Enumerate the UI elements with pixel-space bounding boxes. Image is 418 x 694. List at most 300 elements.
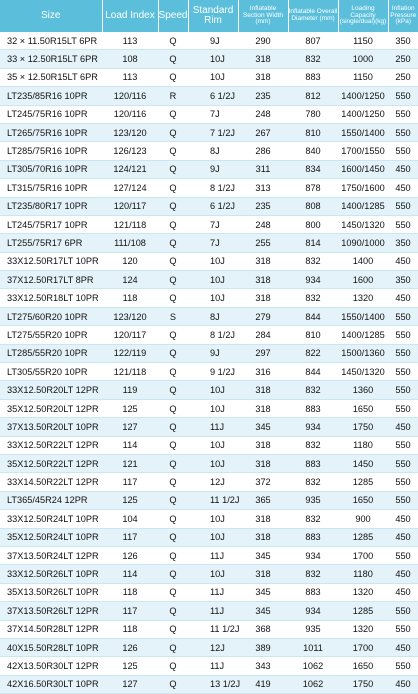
load-index-cell: 120/116 bbox=[102, 105, 158, 123]
inflation-pressure-cell: 550 bbox=[388, 473, 418, 491]
size-cell: LT265/75R16 10PR bbox=[0, 123, 102, 141]
size-cell: LT255/75R17 6PR bbox=[0, 234, 102, 252]
section-width-cell: 372 bbox=[238, 473, 288, 491]
section-width-cell: 235 bbox=[238, 197, 288, 215]
standard-rim-cell: 7J bbox=[188, 105, 238, 123]
loading-capacity-cell: 1400 bbox=[338, 252, 388, 270]
column-header-section-width: Inflatable Section Width (mm) bbox=[238, 0, 288, 32]
section-width-cell: 345 bbox=[238, 418, 288, 436]
size-cell: 33X12.50R26LT 10PR bbox=[0, 565, 102, 583]
standard-rim-cell: 10J bbox=[188, 381, 238, 399]
table-row bbox=[0, 215, 418, 233]
table-row bbox=[0, 289, 418, 307]
standard-rim-cell: 10J bbox=[188, 436, 238, 454]
speed-cell: Q bbox=[158, 436, 188, 454]
overall-diameter-cell: 844 bbox=[288, 307, 338, 325]
header-row bbox=[0, 0, 418, 32]
overall-diameter-cell: 934 bbox=[288, 271, 338, 289]
loading-capacity-cell: 1400/1250 bbox=[338, 105, 388, 123]
overall-diameter-cell: 780 bbox=[288, 105, 338, 123]
speed-cell: Q bbox=[158, 50, 188, 68]
speed-cell: S bbox=[158, 307, 188, 325]
standard-rim-cell: 8 1/2J bbox=[188, 179, 238, 197]
load-index-cell: 126/123 bbox=[102, 142, 158, 160]
overall-diameter-cell: 810 bbox=[288, 326, 338, 344]
table-row bbox=[0, 179, 418, 197]
inflation-pressure-cell: 450 bbox=[388, 510, 418, 528]
section-width-cell: 365 bbox=[238, 491, 288, 509]
section-width-cell: 318 bbox=[238, 381, 288, 399]
size-cell: 35X12.50R20LT 12PR bbox=[0, 399, 102, 417]
speed-cell: Q bbox=[158, 565, 188, 583]
size-cell: LT305/55R20 10PR bbox=[0, 363, 102, 381]
section-width-cell: 284 bbox=[238, 326, 288, 344]
section-width-cell: 286 bbox=[238, 142, 288, 160]
size-cell: 35 × 12.50R15LT 6PR bbox=[0, 68, 102, 86]
table-row bbox=[0, 234, 418, 252]
speed-cell: Q bbox=[158, 105, 188, 123]
section-width-cell: 316 bbox=[238, 363, 288, 381]
load-index-cell: 104 bbox=[102, 510, 158, 528]
section-width-cell: 343 bbox=[238, 657, 288, 675]
size-cell: 37X12.50R17LT 8PR bbox=[0, 271, 102, 289]
loading-capacity-cell: 1550/1400 bbox=[338, 307, 388, 325]
load-index-cell: 121/118 bbox=[102, 215, 158, 233]
table-row bbox=[0, 381, 418, 399]
speed-cell: Q bbox=[158, 638, 188, 656]
standard-rim-cell: 10J bbox=[188, 399, 238, 417]
standard-rim-cell: 6 1/2J bbox=[188, 87, 238, 105]
speed-cell: Q bbox=[158, 142, 188, 160]
section-width-cell: 297 bbox=[238, 344, 288, 362]
size-cell: 37X13.50R20LT 10PR bbox=[0, 418, 102, 436]
overall-diameter-cell: 807 bbox=[288, 32, 338, 50]
inflation-pressure-cell: 450 bbox=[388, 179, 418, 197]
size-cell: LT235/80R17 10PR bbox=[0, 197, 102, 215]
speed-cell: Q bbox=[158, 657, 188, 675]
section-width-cell: 311 bbox=[238, 160, 288, 178]
load-index-cell: 114 bbox=[102, 436, 158, 454]
size-cell: 42X16.50R30LT 10PR bbox=[0, 675, 102, 693]
table-row bbox=[0, 620, 418, 638]
table-row bbox=[0, 510, 418, 528]
loading-capacity-cell: 1400/1285 bbox=[338, 197, 388, 215]
table-row bbox=[0, 344, 418, 362]
size-cell: 37X13.50R26LT 12PR bbox=[0, 602, 102, 620]
loading-capacity-cell: 1450 bbox=[338, 454, 388, 472]
section-width-cell: 255 bbox=[238, 234, 288, 252]
table-row bbox=[0, 271, 418, 289]
size-cell: 37X14.50R28LT 12PR bbox=[0, 620, 102, 638]
loading-capacity-cell: 1450/1320 bbox=[338, 363, 388, 381]
loading-capacity-cell: 1650 bbox=[338, 657, 388, 675]
overall-diameter-cell: 934 bbox=[288, 546, 338, 564]
table-header bbox=[0, 0, 418, 32]
load-index-cell: 120/116 bbox=[102, 87, 158, 105]
standard-rim-cell: 13 1/2J bbox=[188, 675, 238, 693]
standard-rim-cell: 10J bbox=[188, 565, 238, 583]
standard-rim-cell: 9J bbox=[188, 160, 238, 178]
inflation-pressure-cell: 450 bbox=[388, 565, 418, 583]
inflation-pressure-cell: 550 bbox=[388, 326, 418, 344]
table-row bbox=[0, 252, 418, 270]
inflation-pressure-cell: 550 bbox=[388, 363, 418, 381]
table-row bbox=[0, 142, 418, 160]
inflation-pressure-cell: 450 bbox=[388, 418, 418, 436]
inflation-pressure-cell: 550 bbox=[388, 381, 418, 399]
overall-diameter-cell: 883 bbox=[288, 583, 338, 601]
load-index-cell: 118 bbox=[102, 583, 158, 601]
table-row bbox=[0, 50, 418, 68]
size-cell: 33X12.50R22LT 12PR bbox=[0, 436, 102, 454]
inflation-pressure-cell: 550 bbox=[388, 344, 418, 362]
inflation-pressure-cell: 450 bbox=[388, 675, 418, 693]
size-cell: LT315/75R16 10PR bbox=[0, 179, 102, 197]
speed-cell: Q bbox=[158, 197, 188, 215]
loading-capacity-cell: 1750/1600 bbox=[338, 179, 388, 197]
standard-rim-cell: 8J bbox=[188, 307, 238, 325]
inflation-pressure-cell: 550 bbox=[388, 436, 418, 454]
loading-capacity-cell: 1550/1400 bbox=[338, 123, 388, 141]
overall-diameter-cell: 832 bbox=[288, 436, 338, 454]
load-index-cell: 120/117 bbox=[102, 197, 158, 215]
speed-cell: Q bbox=[158, 160, 188, 178]
load-index-cell: 122/119 bbox=[102, 344, 158, 362]
standard-rim-cell: 8 1/2J bbox=[188, 326, 238, 344]
standard-rim-cell: 7 1/2J bbox=[188, 123, 238, 141]
standard-rim-cell: 11J bbox=[188, 602, 238, 620]
load-index-cell: 125 bbox=[102, 491, 158, 509]
overall-diameter-cell: 883 bbox=[288, 399, 338, 417]
loading-capacity-cell: 1700 bbox=[338, 546, 388, 564]
standard-rim-cell: 10J bbox=[188, 289, 238, 307]
inflation-pressure-cell: 450 bbox=[388, 583, 418, 601]
speed-cell: Q bbox=[158, 491, 188, 509]
standard-rim-cell: 9J bbox=[188, 344, 238, 362]
overall-diameter-cell: 934 bbox=[288, 418, 338, 436]
table-body bbox=[0, 32, 418, 694]
loading-capacity-cell: 1650 bbox=[338, 399, 388, 417]
loading-capacity-cell: 1450/1320 bbox=[338, 215, 388, 233]
section-width-cell: 318 bbox=[238, 68, 288, 86]
loading-capacity-cell: 1180 bbox=[338, 436, 388, 454]
size-cell: 33 × 12.50R15LT 6PR bbox=[0, 50, 102, 68]
speed-cell: Q bbox=[158, 602, 188, 620]
inflation-pressure-cell: 550 bbox=[388, 105, 418, 123]
section-width-cell: 267 bbox=[238, 123, 288, 141]
table-row bbox=[0, 528, 418, 546]
table-row bbox=[0, 657, 418, 675]
loading-capacity-cell: 1700 bbox=[338, 638, 388, 656]
section-width-cell: 318 bbox=[238, 454, 288, 472]
overall-diameter-cell: 883 bbox=[288, 68, 338, 86]
standard-rim-cell: 6 1/2J bbox=[188, 197, 238, 215]
load-index-cell: 120/117 bbox=[102, 326, 158, 344]
overall-diameter-cell: 822 bbox=[288, 344, 338, 362]
inflation-pressure-cell: 550 bbox=[388, 123, 418, 141]
table-row bbox=[0, 326, 418, 344]
overall-diameter-cell: 934 bbox=[288, 602, 338, 620]
standard-rim-cell: 10J bbox=[188, 454, 238, 472]
size-cell: LT275/55R20 10PR bbox=[0, 326, 102, 344]
size-cell: 40X15.50R28LT 10PR bbox=[0, 638, 102, 656]
overall-diameter-cell: 832 bbox=[288, 252, 338, 270]
table-row bbox=[0, 399, 418, 417]
inflation-pressure-cell: 550 bbox=[388, 87, 418, 105]
standard-rim-cell: 10J bbox=[188, 50, 238, 68]
speed-cell: Q bbox=[158, 179, 188, 197]
inflation-pressure-cell: 350 bbox=[388, 32, 418, 50]
load-index-cell: 117 bbox=[102, 473, 158, 491]
table-row bbox=[0, 491, 418, 509]
size-cell: LT285/75R16 10PR bbox=[0, 142, 102, 160]
overall-diameter-cell: 808 bbox=[288, 197, 338, 215]
overall-diameter-cell: 935 bbox=[288, 620, 338, 638]
speed-cell: Q bbox=[158, 675, 188, 693]
load-index-cell: 126 bbox=[102, 638, 158, 656]
speed-cell: Q bbox=[158, 583, 188, 601]
section-width-cell: 368 bbox=[238, 620, 288, 638]
overall-diameter-cell: 832 bbox=[288, 289, 338, 307]
section-width-cell: 318 bbox=[238, 252, 288, 270]
load-index-cell: 121/118 bbox=[102, 363, 158, 381]
load-index-cell: 117 bbox=[102, 528, 158, 546]
column-header-size: Size bbox=[0, 0, 102, 32]
loading-capacity-cell: 1150 bbox=[338, 68, 388, 86]
load-index-cell: 125 bbox=[102, 657, 158, 675]
size-cell: LT285/55R20 10PR bbox=[0, 344, 102, 362]
speed-cell: Q bbox=[158, 381, 188, 399]
speed-cell: Q bbox=[158, 418, 188, 436]
loading-capacity-cell: 900 bbox=[338, 510, 388, 528]
load-index-cell: 127 bbox=[102, 418, 158, 436]
loading-capacity-cell: 1700/1550 bbox=[338, 142, 388, 160]
size-cell: 33X12.50R24LT 10PR bbox=[0, 510, 102, 528]
table-row bbox=[0, 307, 418, 325]
overall-diameter-cell: 844 bbox=[288, 363, 338, 381]
inflation-pressure-cell: 550 bbox=[388, 197, 418, 215]
loading-capacity-cell: 1285 bbox=[338, 473, 388, 491]
section-width-cell: 318 bbox=[238, 510, 288, 528]
speed-cell: Q bbox=[158, 363, 188, 381]
inflation-pressure-cell: 550 bbox=[388, 142, 418, 160]
standard-rim-cell: 11 1/2J bbox=[188, 491, 238, 509]
overall-diameter-cell: 832 bbox=[288, 510, 338, 528]
table-row bbox=[0, 473, 418, 491]
loading-capacity-cell: 1000 bbox=[338, 50, 388, 68]
load-index-cell: 118 bbox=[102, 620, 158, 638]
table-row bbox=[0, 87, 418, 105]
size-cell: 33X12.50R17LT 10PR bbox=[0, 252, 102, 270]
speed-cell: Q bbox=[158, 620, 188, 638]
section-width-cell: 279 bbox=[238, 307, 288, 325]
standard-rim-cell: 10J bbox=[188, 252, 238, 270]
inflation-pressure-cell: 450 bbox=[388, 638, 418, 656]
size-cell: LT245/75R16 10PR bbox=[0, 105, 102, 123]
speed-cell: Q bbox=[158, 399, 188, 417]
table-row bbox=[0, 123, 418, 141]
size-cell: LT245/75R17 10PR bbox=[0, 215, 102, 233]
loading-capacity-cell: 1360 bbox=[338, 381, 388, 399]
standard-rim-cell: 10J bbox=[188, 271, 238, 289]
overall-diameter-cell: 840 bbox=[288, 142, 338, 160]
table-row bbox=[0, 363, 418, 381]
inflation-pressure-cell: 450 bbox=[388, 289, 418, 307]
speed-cell: Q bbox=[158, 123, 188, 141]
standard-rim-cell: 12J bbox=[188, 638, 238, 656]
section-width-cell: 290 bbox=[238, 32, 288, 50]
table-row bbox=[0, 602, 418, 620]
load-index-cell: 111/108 bbox=[102, 234, 158, 252]
table-row bbox=[0, 68, 418, 86]
load-index-cell: 117 bbox=[102, 602, 158, 620]
section-width-cell: 345 bbox=[238, 583, 288, 601]
load-index-cell: 126 bbox=[102, 546, 158, 564]
size-cell: 37X13.50R24LT 12PR bbox=[0, 546, 102, 564]
section-width-cell: 318 bbox=[238, 436, 288, 454]
overall-diameter-cell: 814 bbox=[288, 234, 338, 252]
inflation-pressure-cell: 550 bbox=[388, 546, 418, 564]
inflation-pressure-cell: 450 bbox=[388, 252, 418, 270]
load-index-cell: 127/124 bbox=[102, 179, 158, 197]
loading-capacity-cell: 1650 bbox=[338, 491, 388, 509]
loading-capacity-cell: 1285 bbox=[338, 528, 388, 546]
inflation-pressure-cell: 550 bbox=[388, 307, 418, 325]
standard-rim-cell: 11J bbox=[188, 546, 238, 564]
inflation-pressure-cell: 250 bbox=[388, 50, 418, 68]
table-row bbox=[0, 105, 418, 123]
loading-capacity-cell: 1500/1360 bbox=[338, 344, 388, 362]
table-row bbox=[0, 583, 418, 601]
column-header-load-index: Load Index bbox=[102, 0, 158, 32]
load-index-cell: 123/120 bbox=[102, 307, 158, 325]
size-cell: 35X12.50R24LT 10PR bbox=[0, 528, 102, 546]
load-index-cell: 119 bbox=[102, 381, 158, 399]
load-index-cell: 113 bbox=[102, 32, 158, 50]
inflation-pressure-cell: 550 bbox=[388, 454, 418, 472]
section-width-cell: 318 bbox=[238, 289, 288, 307]
standard-rim-cell: 11J bbox=[188, 583, 238, 601]
loading-capacity-cell: 1400/1250 bbox=[338, 87, 388, 105]
inflation-pressure-cell: 550 bbox=[388, 491, 418, 509]
overall-diameter-cell: 883 bbox=[288, 454, 338, 472]
load-index-cell: 113 bbox=[102, 68, 158, 86]
size-cell: 32 × 11.50R15LT 6PR bbox=[0, 32, 102, 50]
overall-diameter-cell: 1062 bbox=[288, 657, 338, 675]
overall-diameter-cell: 832 bbox=[288, 381, 338, 399]
loading-capacity-cell: 1180 bbox=[338, 565, 388, 583]
speed-cell: Q bbox=[158, 510, 188, 528]
section-width-cell: 248 bbox=[238, 215, 288, 233]
inflation-pressure-cell: 550 bbox=[388, 399, 418, 417]
loading-capacity-cell: 1320 bbox=[338, 583, 388, 601]
load-index-cell: 124 bbox=[102, 271, 158, 289]
standard-rim-cell: 11 1/2J bbox=[188, 620, 238, 638]
standard-rim-cell: 11J bbox=[188, 657, 238, 675]
overall-diameter-cell: 1011 bbox=[288, 638, 338, 656]
standard-rim-cell: 7J bbox=[188, 215, 238, 233]
overall-diameter-cell: 812 bbox=[288, 87, 338, 105]
inflation-pressure-cell: 450 bbox=[388, 160, 418, 178]
table-row bbox=[0, 418, 418, 436]
speed-cell: Q bbox=[158, 68, 188, 86]
speed-cell: Q bbox=[158, 271, 188, 289]
overall-diameter-cell: 878 bbox=[288, 179, 338, 197]
speed-cell: R bbox=[158, 87, 188, 105]
overall-diameter-cell: 834 bbox=[288, 160, 338, 178]
speed-cell: Q bbox=[158, 546, 188, 564]
load-index-cell: 125 bbox=[102, 399, 158, 417]
speed-cell: Q bbox=[158, 32, 188, 50]
speed-cell: Q bbox=[158, 252, 188, 270]
loading-capacity-cell: 1600/1450 bbox=[338, 160, 388, 178]
section-width-cell: 318 bbox=[238, 399, 288, 417]
column-header-inflation-pressure: Inflation Pressure (kPa) bbox=[388, 0, 418, 32]
inflation-pressure-cell: 550 bbox=[388, 620, 418, 638]
inflation-pressure-cell: 550 bbox=[388, 657, 418, 675]
overall-diameter-cell: 935 bbox=[288, 491, 338, 509]
section-width-cell: 419 bbox=[238, 675, 288, 693]
speed-cell: Q bbox=[158, 215, 188, 233]
load-index-cell: 124/121 bbox=[102, 160, 158, 178]
section-width-cell: 318 bbox=[238, 271, 288, 289]
table-row bbox=[0, 565, 418, 583]
load-index-cell: 121 bbox=[102, 454, 158, 472]
loading-capacity-cell: 1750 bbox=[338, 675, 388, 693]
load-index-cell: 108 bbox=[102, 50, 158, 68]
table-row bbox=[0, 638, 418, 656]
section-width-cell: 313 bbox=[238, 179, 288, 197]
inflation-pressure-cell: 350 bbox=[388, 271, 418, 289]
load-index-cell: 114 bbox=[102, 565, 158, 583]
load-index-cell: 127 bbox=[102, 675, 158, 693]
standard-rim-cell: 7J bbox=[188, 234, 238, 252]
speed-cell: Q bbox=[158, 473, 188, 491]
inflation-pressure-cell: 550 bbox=[388, 602, 418, 620]
size-cell: 35X12.50R22LT 12PR bbox=[0, 454, 102, 472]
overall-diameter-cell: 810 bbox=[288, 123, 338, 141]
table-row bbox=[0, 160, 418, 178]
size-cell: 42X13.50R30LT 12PR bbox=[0, 657, 102, 675]
overall-diameter-cell: 832 bbox=[288, 473, 338, 491]
size-cell: LT365/45R24 12PR bbox=[0, 491, 102, 509]
overall-diameter-cell: 800 bbox=[288, 215, 338, 233]
size-cell: 35X13.50R26LT 10PR bbox=[0, 583, 102, 601]
section-width-cell: 248 bbox=[238, 105, 288, 123]
standard-rim-cell: 9 1/2J bbox=[188, 363, 238, 381]
table-row bbox=[0, 436, 418, 454]
column-header-standard-rim: Standard Rim bbox=[188, 0, 238, 32]
section-width-cell: 345 bbox=[238, 602, 288, 620]
speed-cell: Q bbox=[158, 454, 188, 472]
section-width-cell: 318 bbox=[238, 50, 288, 68]
table-row bbox=[0, 454, 418, 472]
size-cell: 33X14.50R22LT 12PR bbox=[0, 473, 102, 491]
standard-rim-cell: 8J bbox=[188, 142, 238, 160]
speed-cell: Q bbox=[158, 326, 188, 344]
column-header-speed: Speed bbox=[158, 0, 188, 32]
standard-rim-cell: 10J bbox=[188, 68, 238, 86]
section-width-cell: 318 bbox=[238, 528, 288, 546]
overall-diameter-cell: 883 bbox=[288, 528, 338, 546]
loading-capacity-cell: 1090/1000 bbox=[338, 234, 388, 252]
size-cell: LT235/85R16 10PR bbox=[0, 87, 102, 105]
loading-capacity-cell: 1320 bbox=[338, 289, 388, 307]
standard-rim-cell: 9J bbox=[188, 32, 238, 50]
speed-cell: Q bbox=[158, 528, 188, 546]
load-index-cell: 123/120 bbox=[102, 123, 158, 141]
speed-cell: Q bbox=[158, 234, 188, 252]
